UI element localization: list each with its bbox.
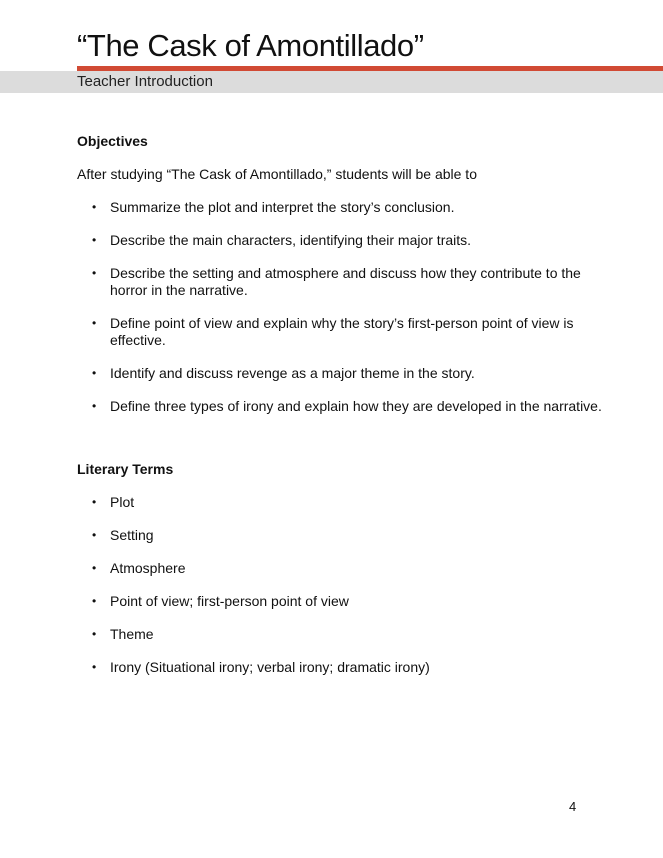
list-item-text: Define three types of irony and explain how they are developed in the narrative. [110, 398, 602, 414]
bullet-icon: • [92, 366, 97, 380]
list-item [92, 593, 622, 610]
page-subtitle: Teacher Introduction [77, 73, 213, 90]
bullet-icon: • [92, 627, 97, 641]
objectives-list [92, 199, 622, 431]
page-number: 4 [569, 799, 577, 814]
bullet-icon: • [92, 528, 97, 542]
objectives-intro: After studying “The Cask of Amontillado,” students will be able to [77, 166, 477, 182]
list-item [92, 560, 622, 577]
page-title: “The Cask of Amontillado” [77, 28, 424, 63]
bullet-icon: • [92, 266, 97, 280]
bullet-icon: • [92, 200, 97, 214]
list-item [92, 365, 622, 382]
list-item-text: Atmosphere [110, 560, 186, 576]
list-item [92, 315, 622, 349]
list-item-text: Plot [110, 494, 135, 510]
list-item [92, 527, 622, 544]
list-item-text: Describe the main characters, identifying their major traits. [110, 232, 472, 248]
list-item-text: Identify and discuss revenge as a major theme in the story. [110, 365, 475, 381]
bullet-icon: • [92, 316, 97, 330]
list-item-text: Define point of view and explain why the story’s first-person point of view is effective. [110, 315, 574, 348]
objectives-heading: Objectives [77, 133, 148, 149]
list-item-text: Setting [110, 527, 154, 543]
list-item [92, 199, 622, 216]
list-item-text: Summarize the plot and interpret the story’s conclusion. [110, 199, 455, 215]
literary-terms-list [92, 494, 622, 692]
list-item [92, 659, 622, 676]
list-item [92, 398, 622, 415]
bullet-icon: • [92, 495, 97, 509]
bullet-icon: • [92, 233, 97, 247]
list-item [92, 232, 622, 249]
bullet-icon: • [92, 399, 97, 413]
list-item-text: Irony (Situational irony; verbal irony; dramatic irony) [110, 659, 430, 675]
list-item [92, 626, 622, 643]
bullet-icon: • [92, 561, 97, 575]
list-item [92, 494, 622, 511]
list-item [92, 265, 622, 299]
list-item-text: Point of view; first-person point of view [110, 593, 349, 609]
bullet-icon: • [92, 660, 97, 674]
list-item-text: Theme [110, 626, 154, 642]
bullet-icon: • [92, 594, 97, 608]
literary-terms-heading: Literary Terms [77, 461, 174, 477]
list-item-text: Describe the setting and atmosphere and discuss how they contribute to the horror in the narrative. [110, 265, 581, 298]
